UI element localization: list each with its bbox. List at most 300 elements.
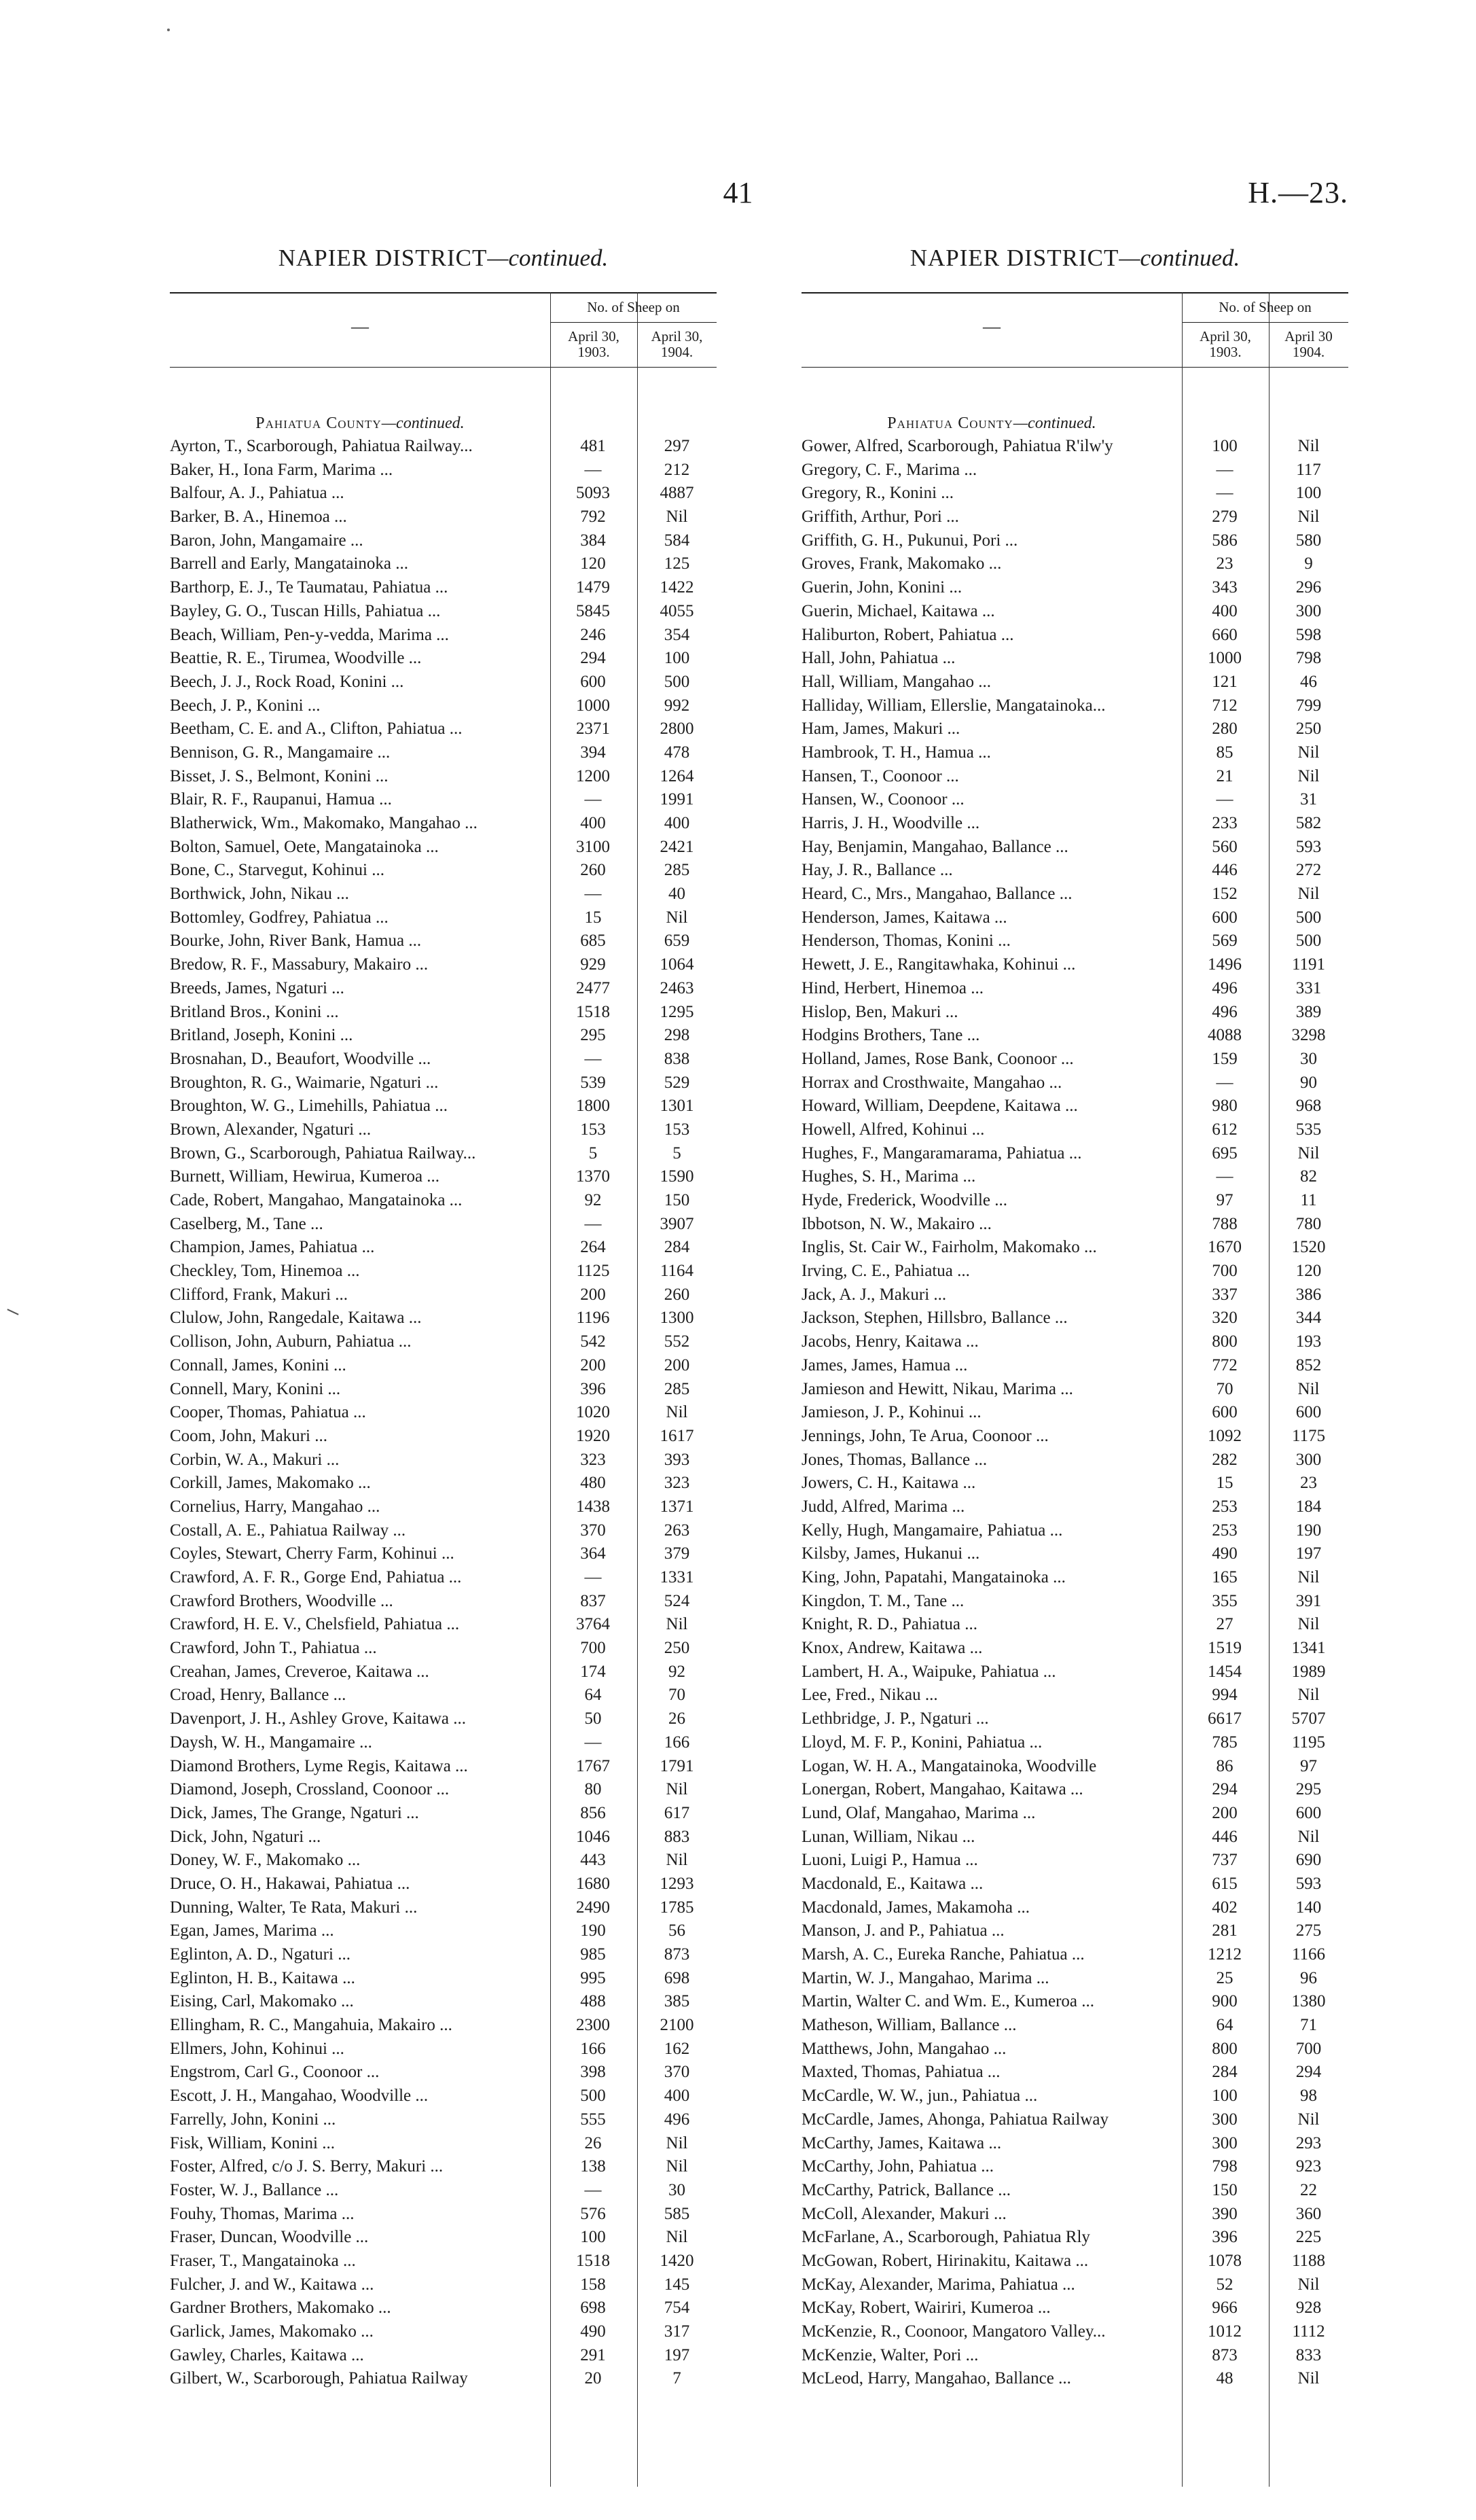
owner-name-cell: Fulcher, J. and W., Kaitawa ...	[170, 2275, 374, 2294]
owner-name-cell: Griffith, G. H., Pukunui, Pori ...	[802, 531, 1018, 550]
owner-name-cell: Jack, A. J., Makuri ...	[802, 1285, 947, 1304]
sheep-1903-cell: 394	[580, 743, 606, 762]
sheep-1903-cell: 165	[1212, 1568, 1238, 1586]
owner-name-cell: Cade, Robert, Mangahao, Mangatainoka ...	[170, 1191, 463, 1209]
sheep-1903-cell: 1046	[576, 1827, 610, 1846]
sheep-count-header: No. of Sheep on	[1219, 299, 1312, 315]
owner-name-cell: Coom, John, Makuri ...	[170, 1426, 327, 1445]
sheep-1903-cell: 700	[1212, 1262, 1238, 1281]
sheep-1903-cell: 337	[1212, 1285, 1238, 1304]
sheep-1904-cell: 500	[1295, 931, 1322, 951]
sheep-1903-cell: 539	[580, 1073, 606, 1092]
owner-name-cell: Martin, Walter C. and Wm. E., Kumeroa ...	[802, 1992, 1094, 2011]
table-row	[170, 2250, 717, 2273]
sheep-1904-cell: 1195	[1291, 1733, 1326, 1752]
sheep-1904-cell: 298	[664, 1026, 690, 1045]
sheep-1904-cell: 82	[1300, 1167, 1317, 1186]
table-row	[170, 1873, 717, 1896]
sheep-1904-cell: 317	[664, 2322, 690, 2341]
table-row	[802, 1707, 1348, 1731]
table-row	[802, 906, 1348, 930]
table-row	[802, 2132, 1348, 2156]
sheep-1903-cell: 490	[1212, 1544, 1238, 1563]
table-row	[802, 2226, 1348, 2250]
table-row	[170, 2108, 717, 2132]
sheep-1903-cell: 86	[1216, 1756, 1234, 1775]
table-row	[802, 624, 1348, 647]
table-row	[802, 836, 1348, 859]
sheep-1903-cell: 2477	[576, 978, 610, 997]
table-row	[170, 1189, 717, 1213]
sheep-1904-cell: 90	[1300, 1073, 1317, 1092]
sheep-1904-cell: 1191	[1291, 955, 1326, 974]
table-row	[170, 2155, 717, 2179]
table-row	[170, 647, 717, 671]
table-row	[802, 1024, 1348, 1048]
owner-name-cell: Brosnahan, D., Beaufort, Woodville ...	[170, 1049, 431, 1068]
sheep-1904-cell: 153	[664, 1120, 690, 1139]
table-row	[802, 1778, 1348, 1802]
table-row	[170, 1943, 717, 1967]
owner-name-cell: Baron, John, Mangamaire ...	[170, 531, 363, 550]
table-row	[170, 505, 717, 529]
sheep-1904-cell: 193	[1295, 1332, 1322, 1351]
table-row	[170, 2203, 717, 2226]
table-row	[802, 1684, 1348, 1707]
sheep-1903-cell: 21	[1216, 766, 1234, 785]
sheep-1904-cell: 617	[664, 1803, 690, 1822]
owner-name-cell: Diamond Brothers, Lyme Regis, Kaitawa ...	[170, 1756, 468, 1775]
page-number: 41	[723, 176, 753, 209]
owner-name-cell: Garlick, James, Makomako ...	[170, 2322, 374, 2341]
sheep-1904-cell: 370	[664, 2063, 690, 2082]
sheep-1904-cell: 150	[664, 1191, 690, 1209]
table-row	[802, 1542, 1348, 1566]
table-row	[802, 2344, 1348, 2368]
sheep-1904-cell: 297	[664, 437, 690, 455]
sheep-1904-cell: 1300	[660, 1309, 694, 1328]
owner-name-cell: Kingdon, T. M., Tane ...	[802, 1591, 965, 1610]
sheep-1903-cell: 64	[1216, 2016, 1234, 2035]
owner-name-cell: Gregory, R., Konini ...	[802, 484, 954, 503]
sheep-1903-cell: 253	[1212, 1497, 1238, 1516]
table-row	[802, 529, 1348, 553]
table-row	[802, 2367, 1348, 2391]
sheep-1904-cell: 100	[1295, 484, 1322, 503]
sheep-1904-cell: Nil	[1297, 1143, 1320, 1163]
sheep-1903-cell: 294	[1212, 1780, 1238, 1799]
sheep-1904-cell: 22	[1300, 2180, 1317, 2199]
sheep-1904-cell: 70	[668, 1686, 685, 1705]
sheep-1903-cell: 120	[580, 554, 606, 573]
owner-name-cell: Marsh, A. C., Eureka Ranche, Pahiatua ...	[802, 1945, 1085, 1964]
table-row	[802, 977, 1348, 1001]
owner-name-cell: Jennings, John, Te Arua, Coonoor ...	[802, 1426, 1049, 1445]
owner-name-cell: Lunan, William, Nikau ...	[802, 1827, 975, 1846]
table-row	[170, 1048, 717, 1071]
owner-name-cell: McGowan, Robert, Hirinakitu, Kaitawa ...	[802, 2251, 1089, 2270]
sheep-1904-cell: 294	[1295, 2063, 1322, 2082]
owner-name-cell: Britland Bros., Konini ...	[170, 1002, 339, 1021]
owner-name-cell: Horrax and Crosthwaite, Mangahao ...	[802, 1073, 1062, 1092]
table-row	[170, 1542, 717, 1566]
sheep-1903-cell: 600	[1212, 1403, 1238, 1422]
sheep-1903-cell: 542	[580, 1332, 606, 1351]
sheep-1904-cell: 7	[672, 2369, 681, 2388]
owner-name-cell: Groves, Frank, Makomako ...	[802, 554, 1002, 573]
table-row	[802, 1118, 1348, 1142]
owner-name-cell: Escott, J. H., Mangahao, Woodville ...	[170, 2087, 429, 2106]
sheep-1903-cell: 1020	[576, 1403, 610, 1422]
sheep-1904-cell: 1301	[660, 1097, 694, 1116]
table-row	[802, 1260, 1348, 1283]
owner-name-cell: Connell, Mary, Konini ...	[170, 1379, 341, 1398]
table-row	[802, 1613, 1348, 1637]
sheep-1903-cell: 994	[1212, 1686, 1238, 1705]
sheep-1903-cell: 5845	[576, 601, 610, 620]
sheep-1904-cell: 389	[1295, 1002, 1322, 1021]
owner-name-cell: Doney, W. F., Makomako ...	[170, 1851, 361, 1870]
table-row	[802, 600, 1348, 624]
sheep-1904-cell: 354	[664, 625, 690, 644]
sheep-1904-cell: 197	[664, 2345, 690, 2364]
sheep-1903-cell: 384	[580, 531, 606, 550]
sheep-1903-cell: 50	[584, 1709, 602, 1728]
sheep-1903-cell: 1200	[576, 766, 610, 785]
owner-name-cell: Crawford, H. E. V., Chelsfield, Pahiatua ...	[170, 1615, 460, 1634]
document-id: H.—23.	[1248, 176, 1348, 209]
owner-name-cell: Manson, J. and P., Pahiatua ...	[802, 1921, 1005, 1940]
owner-name-cell: Diamond, Joseph, Crossland, Coonoor ...	[170, 1780, 450, 1799]
sheep-1904-cell: 496	[664, 2110, 690, 2129]
sheep-1903-cell: —	[1216, 1167, 1234, 1186]
sheep-1903-cell: 1920	[576, 1426, 610, 1445]
sheep-1903-cell: 100	[1212, 2087, 1238, 2106]
table-row	[802, 1165, 1348, 1189]
sheep-count-header: No. of Sheep on	[587, 299, 680, 315]
sheep-1904-cell: 584	[664, 531, 690, 550]
sheep-1904-cell: Nil	[1297, 1568, 1320, 1586]
table-row	[802, 717, 1348, 741]
table-row	[802, 2155, 1348, 2179]
table-row	[170, 435, 717, 459]
table-row	[170, 1519, 717, 1543]
owner-name-cell: Dick, James, The Grange, Ngaturi ...	[170, 1803, 419, 1822]
sheep-1904-cell: 500	[664, 672, 690, 691]
owner-name-cell: Beattie, R. E., Tirumea, Woodville ...	[170, 649, 422, 668]
sheep-1903-cell: 364	[580, 1544, 606, 1563]
sheep-1904-cell: 300	[1295, 1450, 1322, 1469]
sheep-1903-cell: 446	[1212, 861, 1238, 880]
sheep-1903-cell: 788	[1212, 1214, 1238, 1233]
owner-name-cell: Macdonald, James, Makamoha ...	[802, 1898, 1030, 1917]
sheep-1904-cell: Nil	[1297, 885, 1320, 904]
table-row	[802, 2108, 1348, 2132]
table-row	[802, 1943, 1348, 1967]
sheep-1903-cell: 200	[580, 1285, 606, 1304]
table-row	[170, 2132, 717, 2156]
sheep-1904-cell: Nil	[666, 2228, 688, 2247]
sheep-1904-cell: 883	[664, 1827, 690, 1846]
sheep-1904-cell: 1785	[660, 1898, 694, 1917]
table-row	[802, 1378, 1348, 1402]
table-row	[170, 1071, 717, 1095]
sheep-1904-cell: 145	[664, 2275, 690, 2294]
sheep-1904-cell: 250	[1295, 720, 1322, 739]
sheep-1903-cell: 1012	[1208, 2322, 1242, 2341]
owner-name-cell: McLeod, Harry, Mangahao, Ballance ...	[802, 2369, 1071, 2388]
owner-name-cell: Jamieson, J. P., Kohinui ...	[802, 1403, 982, 1422]
sheep-1903-cell: 2490	[576, 1898, 610, 1917]
owner-name-cell: Macdonald, E., Kaitawa ...	[802, 1874, 984, 1893]
table-row	[170, 576, 717, 600]
table-row	[802, 2084, 1348, 2108]
sheep-1904-cell: 250	[664, 1639, 690, 1658]
sheep-table-rows	[802, 435, 1348, 2391]
sheep-1904-cell: Nil	[1297, 1686, 1320, 1705]
owner-name-cell: Hay, Benjamin, Mangahao, Ballance ...	[802, 837, 1068, 856]
sheep-1903-cell: 798	[1212, 2157, 1238, 2176]
sheep-1904-cell: 125	[664, 554, 690, 573]
sheep-1904-cell: Nil	[1297, 437, 1320, 455]
left-column	[170, 245, 717, 2487]
sheep-1903-cell: 1212	[1208, 1945, 1242, 1964]
sheep-1904-cell: 1175	[1291, 1426, 1326, 1445]
sheep-1904-cell: 284	[664, 1238, 690, 1257]
sheep-1904-cell: 700	[1295, 2039, 1322, 2058]
date-1904-header: April 30, 1904.	[651, 328, 703, 360]
owner-name-cell: James, James, Hamua ...	[802, 1355, 968, 1374]
sheep-1903-cell: 398	[580, 2063, 606, 2082]
sheep-1904-cell: 331	[1295, 978, 1322, 997]
sheep-1904-cell: 1380	[1291, 1992, 1326, 2011]
sheep-1904-cell: 582	[1295, 814, 1322, 832]
owner-name-cell: Beetham, C. E. and A., Clifton, Pahiatua ...	[170, 720, 463, 739]
owner-name-cell: Hansen, T., Coonoor ...	[802, 766, 959, 785]
sheep-1904-cell: 97	[1300, 1756, 1317, 1775]
sheep-1904-cell: Nil	[1297, 1615, 1320, 1634]
owner-name-cell: Lloyd, M. F. P., Konini, Pahiatua ...	[802, 1733, 1043, 1752]
owner-name-cell: Ellingham, R. C., Mangahuia, Makairo ...	[170, 2016, 452, 2035]
owner-name-cell: Maxted, Thomas, Pahiatua ...	[802, 2063, 1001, 2082]
table-row	[802, 482, 1348, 505]
table-row	[802, 1990, 1348, 2014]
table-row	[170, 717, 717, 741]
sheep-1903-cell: 166	[580, 2039, 606, 2058]
sheep-1904-cell: 5707	[1291, 1709, 1326, 1728]
sheep-1903-cell: 660	[1212, 625, 1238, 644]
owner-name-cell: Bennison, G. R., Mangamaire ...	[170, 743, 391, 762]
table-row	[802, 1189, 1348, 1213]
table-row	[802, 929, 1348, 953]
sheep-1904-cell: Nil	[666, 1780, 688, 1799]
sheep-1903-cell: 370	[580, 1521, 606, 1540]
margin-mark	[7, 1309, 18, 1315]
name-column-header: —	[351, 317, 369, 336]
sheep-1903-cell: 295	[580, 1026, 606, 1045]
owner-name-cell: Martin, W. J., Mangahao, Marima ...	[802, 1968, 1049, 1987]
owner-name-cell: Gregory, C. F., Marima ...	[802, 460, 977, 479]
sheep-1903-cell: 92	[584, 1191, 602, 1209]
owner-name-cell: Connall, James, Konini ...	[170, 1355, 346, 1374]
owner-name-cell: Lonergan, Robert, Mangahao, Kaitawa ...	[802, 1780, 1083, 1799]
table-row	[802, 1307, 1348, 1330]
owner-name-cell: Kelly, Hugh, Mangamaire, Pahiatua ...	[802, 1521, 1063, 1540]
table-row	[170, 1449, 717, 1472]
table-row	[170, 2014, 717, 2038]
sheep-1903-cell: 1438	[576, 1497, 610, 1516]
owner-name-cell: Corbin, W. A., Makuri ...	[170, 1450, 340, 1469]
sheep-1903-cell: —	[1216, 1073, 1234, 1092]
sheep-1904-cell: 225	[1295, 2228, 1322, 2247]
sheep-1903-cell: 85	[1216, 743, 1234, 762]
sheep-1904-cell: 1420	[660, 2251, 694, 2270]
table-row	[170, 1613, 717, 1637]
owner-name-cell: Hay, J. R., Ballance ...	[802, 861, 953, 880]
sheep-1904-cell: Nil	[666, 1403, 688, 1422]
owner-name-cell: Engstrom, Carl G., Coonoor ...	[170, 2063, 380, 2082]
sheep-1904-cell: 529	[664, 1073, 690, 1092]
sheep-1903-cell: 481	[580, 437, 606, 455]
sheep-1903-cell: —	[584, 1214, 602, 1233]
section-suffix: —continued.	[381, 414, 465, 432]
sheep-1904-cell: 166	[664, 1733, 690, 1752]
sheep-1903-cell: 280	[1212, 720, 1238, 739]
owner-name-cell: Daysh, W. H., Mangamaire ...	[170, 1733, 372, 1752]
sheep-1904-cell: Nil	[1297, 508, 1320, 527]
table-row	[802, 552, 1348, 576]
sheep-1904-cell: 2100	[660, 2016, 694, 2035]
sheep-1904-cell: 4887	[660, 484, 694, 503]
sheep-1903-cell: 200	[1212, 1803, 1238, 1822]
sheep-1904-cell: 92	[668, 1662, 685, 1681]
sheep-1904-cell: 23	[1300, 1474, 1317, 1493]
table-row	[802, 2014, 1348, 2038]
table-row	[170, 1425, 717, 1449]
table-row	[170, 953, 717, 977]
table-row	[170, 1990, 717, 2014]
table-row	[802, 1449, 1348, 1472]
sheep-1903-cell: 1767	[576, 1756, 610, 1775]
sheep-1904-cell: 1166	[1291, 1945, 1326, 1964]
sheep-1903-cell: 2371	[576, 720, 610, 739]
sheep-1904-cell: 833	[1295, 2345, 1322, 2364]
owner-name-cell: Dunning, Walter, Te Rata, Makuri ...	[170, 1898, 418, 1917]
sheep-1904-cell: 263	[664, 1521, 690, 1540]
sheep-1904-cell: 400	[664, 2087, 690, 2106]
table-header	[170, 292, 717, 368]
sheep-1904-cell: 98	[1300, 2087, 1317, 2106]
district-title-main: NAPIER DISTRICT	[278, 245, 488, 271]
table-row	[802, 1283, 1348, 1307]
sheep-1903-cell: 200	[580, 1355, 606, 1374]
sheep-1903-cell: 121	[1212, 672, 1238, 691]
sheep-1904-cell: Nil	[1297, 743, 1320, 762]
sheep-1903-cell: 97	[1216, 1191, 1234, 1209]
table-row	[802, 859, 1348, 883]
sheep-1903-cell: 1092	[1208, 1426, 1242, 1445]
table-row	[170, 1802, 717, 1826]
owner-name-cell: McCarthy, Patrick, Ballance ...	[802, 2180, 1011, 2199]
owner-name-cell: Barker, B. A., Hinemoa ...	[170, 508, 347, 527]
sheep-1903-cell: 355	[1212, 1591, 1238, 1610]
owner-name-cell: Jacobs, Henry, Kaitawa ...	[802, 1332, 979, 1351]
sheep-1903-cell: 400	[580, 814, 606, 832]
sheep-1903-cell: 260	[580, 861, 606, 880]
sheep-1903-cell: 6617	[1208, 1709, 1242, 1728]
sheep-1904-cell: 275	[1295, 1921, 1322, 1940]
sheep-1904-cell: 11	[1300, 1191, 1317, 1209]
sheep-1904-cell: 1617	[660, 1426, 694, 1445]
owner-name-cell: Eglinton, A. D., Ngaturi ...	[170, 1945, 350, 1964]
sheep-1904-cell: 698	[664, 1968, 690, 1987]
sheep-1904-cell: 2463	[660, 978, 694, 997]
table-row	[802, 1566, 1348, 1590]
owner-name-cell: Dick, John, Ngaturi ...	[170, 1827, 321, 1846]
owner-name-cell: Bone, C., Starvegut, Kohinui ...	[170, 861, 384, 880]
sheep-1904-cell: 56	[668, 1921, 685, 1940]
sheep-1904-cell: 96	[1300, 1968, 1317, 1987]
table-row	[170, 2038, 717, 2061]
table-row	[170, 1330, 717, 1354]
owner-name-cell: McFarlane, A., Scarborough, Pahiatua Rly	[802, 2228, 1090, 2247]
sheep-1904-cell: 393	[664, 1450, 690, 1469]
table-row	[170, 1401, 717, 1425]
sheep-1903-cell: 1479	[576, 578, 610, 597]
table-row	[170, 2273, 717, 2297]
table-row	[170, 788, 717, 812]
owner-name-cell: Brown, G., Scarborough, Pahiatua Railway...	[170, 1143, 476, 1163]
sheep-1904-cell: 200	[664, 1355, 690, 1374]
owner-name-cell: McKay, Robert, Wairiri, Kumeroa ...	[802, 2299, 1051, 2318]
table-row	[802, 1755, 1348, 1779]
section-heading	[802, 414, 1182, 433]
table-row	[170, 1967, 717, 1991]
owner-name-cell: Irving, C. E., Pahiatua ...	[802, 1262, 970, 1281]
sheep-1903-cell: 23	[1216, 554, 1234, 573]
table-row	[802, 1661, 1348, 1684]
district-title-suffix: —continued.	[487, 245, 609, 271]
sheep-1904-cell: 40	[668, 885, 685, 904]
sheep-1904-cell: Nil	[666, 1615, 688, 1634]
owner-name-cell: Barthorp, E. J., Te Taumatau, Pahiatua ...	[170, 578, 448, 597]
section-heading	[170, 414, 550, 433]
sheep-1903-cell: 27	[1216, 1615, 1234, 1634]
sheep-1903-cell: 792	[580, 508, 606, 527]
sheep-1904-cell: 9	[1304, 554, 1313, 573]
sheep-1904-cell: 295	[1295, 1780, 1322, 1799]
table-row	[170, 624, 717, 647]
table-row	[170, 2084, 717, 2108]
owner-name-cell: Inglis, St. Cair W., Fairholm, Makomako ...	[802, 1238, 1097, 1257]
owner-name-cell: Baker, H., Iona Farm, Marima ...	[170, 460, 393, 479]
sheep-1904-cell: 285	[664, 1379, 690, 1398]
sheep-1903-cell: 837	[580, 1591, 606, 1610]
sheep-1904-cell: 5	[672, 1143, 681, 1163]
sheep-1904-cell: 1331	[660, 1568, 694, 1586]
owner-name-cell: Eising, Carl, Makomako ...	[170, 1992, 354, 2011]
sheep-1904-cell: 992	[664, 696, 690, 715]
owner-name-cell: Foster, Alfred, c/o J. S. Berry, Makuri ...	[170, 2157, 444, 2176]
table-row	[170, 1307, 717, 1330]
table-row	[170, 459, 717, 482]
sheep-1903-cell: 246	[580, 625, 606, 644]
sheep-1903-cell: 320	[1212, 1309, 1238, 1328]
table-row	[170, 1778, 717, 1802]
sheep-1903-cell: 396	[1212, 2228, 1238, 2247]
table-row	[170, 1095, 717, 1118]
owner-name-cell: Broughton, R. G., Waimarie, Ngaturi ...	[170, 1073, 439, 1092]
